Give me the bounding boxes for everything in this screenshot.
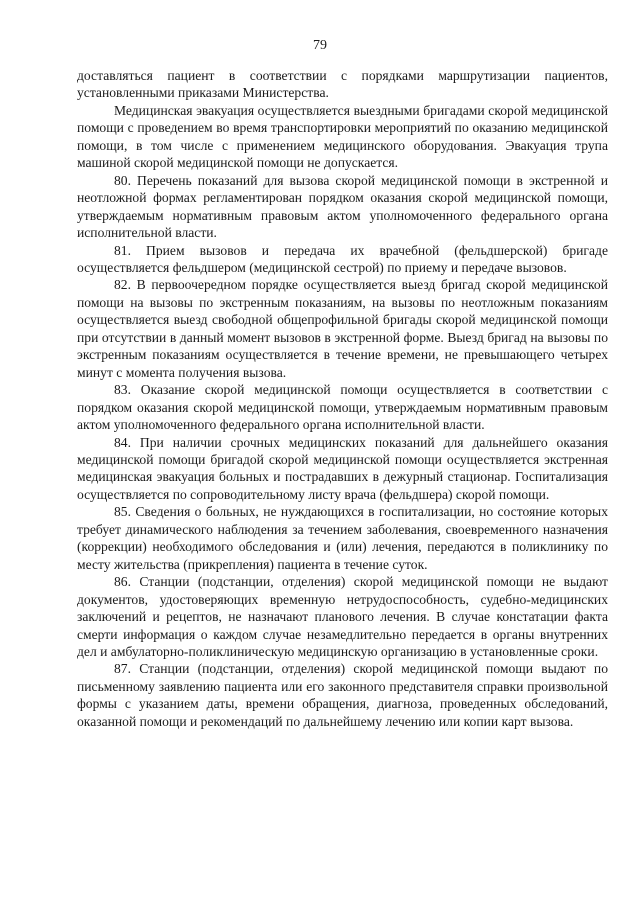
paragraph-continuation: доставляться пациент в соответствии с порядками маршрутизации пациентов, установленными приказами Министерства. bbox=[77, 68, 608, 101]
paragraph-87: 87. Станции (подстанции, отделения) скорой медицинской помощи выдают по письменному заявлению пациента или его законного представителя справки произвольной формы с указанием даты, времени обращения, диагноза, проведенных обследований, оказанной помощи и рекомендаций по дальнейшему лечению или копии карт вызова. bbox=[77, 661, 608, 729]
paragraph-medical-evacuation: Медицинская эвакуация осуществляется выездными бригадами скорой медицинской помощи с проведением во время транспортировки мероприятий по оказанию медицинской помощи, в том числе с применением медицинского оборудования. Эвакуация трупа машиной скорой медицинской помощи не допускается. bbox=[77, 102, 608, 171]
page-number: 79 bbox=[313, 38, 327, 53]
paragraph-81: 81. Прием вызовов и передача их врачебной (фельдшерской) бригаде осуществляется фельдшером (медицинской сестрой) по приему и передаче вызовов. bbox=[77, 242, 608, 275]
paragraph-84: 84. При наличии срочных медицинских показаний для дальнейшего оказания медицинской помощи бригадой скорой медицинской помощи осуществляется экстренная медицинская эвакуация больных и пострадавших в дежурный стационар. Госпитализация осуществляется по сопроводительному листу врача (фельдшера) скорой помощи. bbox=[77, 434, 608, 502]
paragraph-86: 86. Станции (подстанции, отделения) скорой медицинской помощи не выдают документов, удостоверяющих временную нетрудоспособность, судебно-медицинских заключений и рецептов, не назначают планового лечения. В случае констатации факта смерти информация о каждом случае незамедлительно передается в органы внутренних дел и амбулаторно-поликлиническую медицинскую организацию в установленные сроки. bbox=[77, 574, 608, 659]
paragraph-85: 85. Сведения о больных, не нуждающихся в госпитализации, но состояние которых требует динамического наблюдения за течением заболевания, своевременного назначения (коррекции) необходимого обследования и (или) лечения, передаются в поликлинику по месту жительства (прикрепления) пациента в течение суток. bbox=[77, 504, 608, 572]
paragraph-82: 82. В первоочередном порядке осуществляется выезд бригад скорой медицинской помощи на вызовы по экстренным показаниям, на вызовы по неотложным показаниям осуществляется выезд свободной общепрофильной бригады скорой медицинской помощи при отсутствии в данный момент вызовов в экстренной форме. Выезд бригад на вызовы по экстренным показаниям осуществляется в течение времени, не превышающего четырех минут с момента получения вызова. bbox=[77, 277, 608, 380]
document-body bbox=[77, 67, 608, 730]
paragraph-83: 83. Оказание скорой медицинской помощи осуществляется в соответствии с порядком оказания скорой медицинской помощи, утверждаемым нормативным правовым актом уполномоченного федерального органа исполнительной власти. bbox=[77, 382, 608, 433]
paragraph-80: 80. Перечень показаний для вызова скорой медицинской помощи в экстренной и неотложной формах регламентирован порядком оказания скорой медицинской помощи, утверждаемым нормативным правовым актом уполномоченного федерального органа исполнительной власти. bbox=[77, 172, 608, 241]
